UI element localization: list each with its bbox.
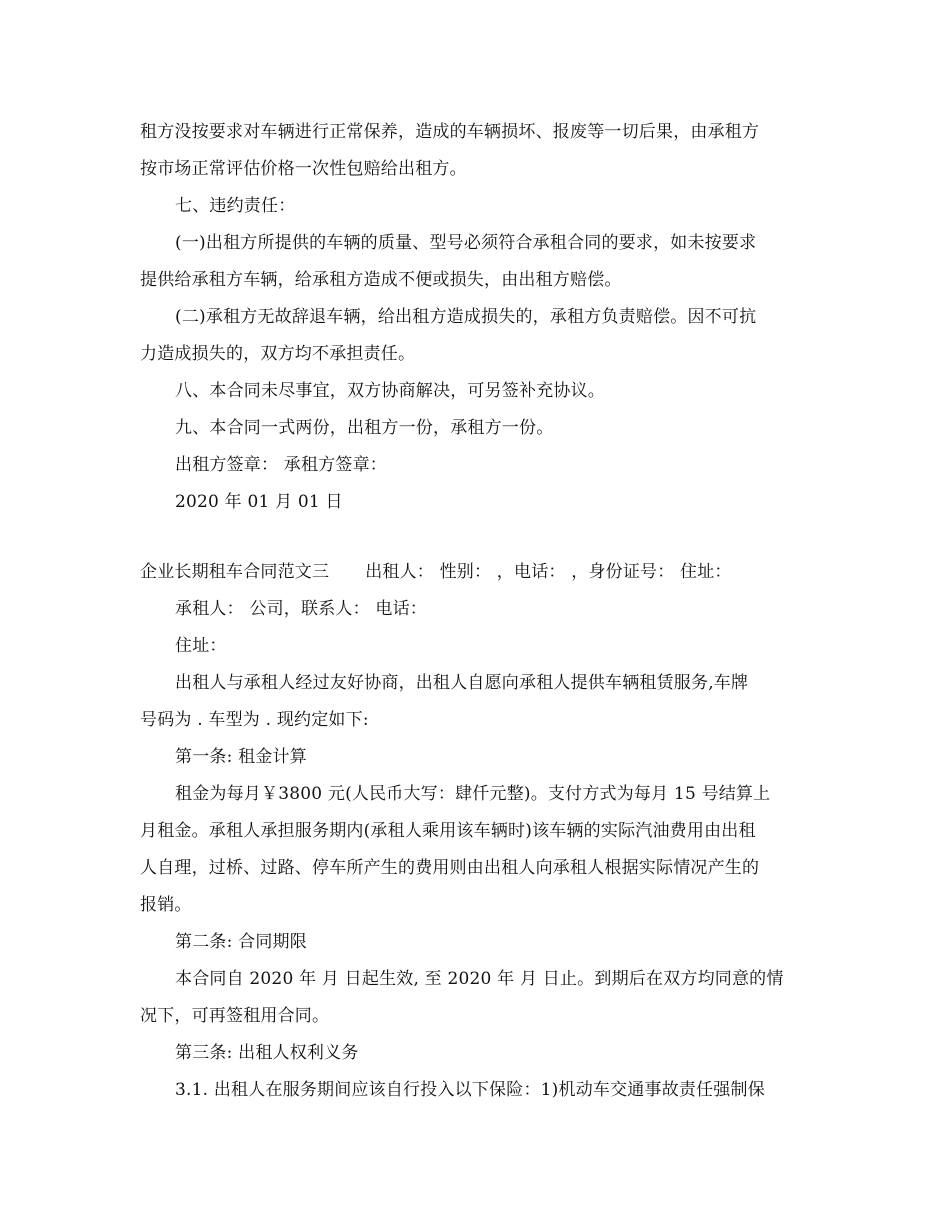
section-heading: 七、违约责任： xyxy=(175,196,296,216)
document-title: 企业长期租车合同范文三 xyxy=(140,562,330,582)
paragraph-line: (一)出租方所提供的车辆的质量、型号必须符合承租合同的要求，如未按要求 xyxy=(175,233,757,253)
article-heading: 第二条: 合同期限 xyxy=(175,932,307,952)
paragraph-line: 租方没按要求对车辆进行正常保养，造成的车辆损坏、报废等一切后果，由承租方 xyxy=(140,122,760,142)
paragraph-line: 力造成损失的，双方均不承担责任。 xyxy=(140,344,416,364)
paragraph-line: 九、本合同一式两份，出租方一份，承租方一份。 xyxy=(175,418,554,438)
paragraph-line: 人自理，过桥、过路、停车所产生的费用则由出租人向承租人根据实际情况产生的 xyxy=(140,858,760,878)
title-line xyxy=(140,561,732,583)
paragraph-line: 况下，可再签租用合同。 xyxy=(140,1006,330,1026)
lessee-info: 承租人： 公司，联系人： 电话： xyxy=(175,599,428,619)
article-heading: 第一条: 租金计算 xyxy=(175,747,307,767)
date-line: 2020 年 01 月 01 日 xyxy=(175,492,343,512)
paragraph-line: 报销。 xyxy=(140,895,192,915)
paragraph-line: 出租人与承租人经过友好协商，出租人自愿向承租人提供车辆租赁服务,车牌 xyxy=(175,673,749,693)
paragraph-line: 提供给承租方车辆，给承租方造成不便或损失，由出租方赔偿。 xyxy=(140,270,622,290)
signature-line: 出租方签章： 承租方签章： xyxy=(175,455,388,475)
paragraph-line: 3.1. 出租人在服务期间应该自行投入以下保险：1)机动车交通事故责任强制保 xyxy=(175,1080,765,1100)
paragraph-line: 租金为每月￥3800 元(人民币大写：肆仟元整)。支付方式为每月 15 号结算上 xyxy=(175,784,771,804)
address-line: 住址： xyxy=(175,636,227,656)
article-heading: 第三条: 出租人权利义务 xyxy=(175,1043,359,1063)
paragraph-line: 号码为 . 车型为 . 现约定如下: xyxy=(140,710,369,730)
paragraph-line: 八、本合同未尽事宜，双方协商解决，可另签补充协议。 xyxy=(175,381,605,401)
paragraph-line: 本合同自 2020 年 月 日起生效, 至 2020 年 月 日止。到期后在双方均同意的情 xyxy=(175,969,784,989)
paragraph-line: (二)承租方无故辞退车辆，给出租方造成损失的，承租方负责赔偿。因不可抗 xyxy=(175,307,757,327)
paragraph-line: 按市场正常评估价格一次性包赔给出租方。 xyxy=(140,159,467,179)
lessor-info: 出租人： 性别： ，电话： ，身份证号： 住址： xyxy=(365,562,732,582)
paragraph-line: 月租金。承租人承担服务期内(承租人乘用该车辆时)该车辆的实际汽油费用由出租 xyxy=(140,821,756,841)
